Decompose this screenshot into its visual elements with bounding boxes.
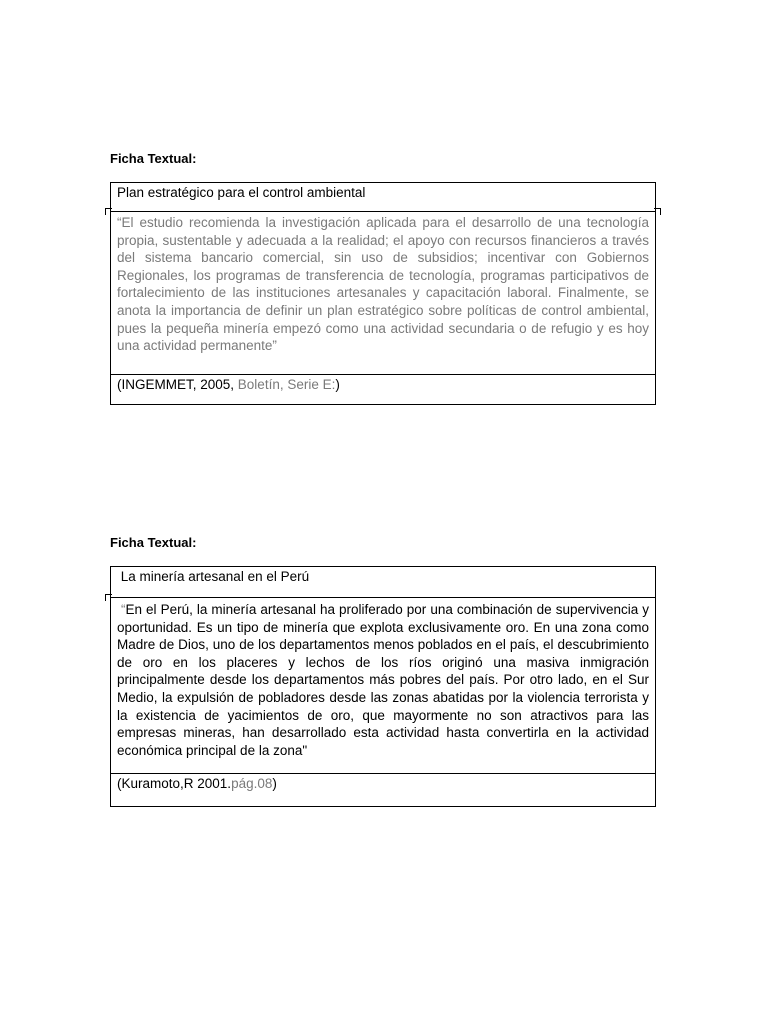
card-1-heading: Ficha Textual: bbox=[110, 151, 197, 166]
text-card-2 bbox=[110, 566, 656, 807]
card-1-title: Plan estratégico para el control ambiental bbox=[111, 183, 655, 212]
card-1-source-gray: Boletín, Serie E: bbox=[237, 377, 336, 392]
card-2-quote-cell bbox=[111, 598, 655, 774]
card-2-heading: Ficha Textual: bbox=[110, 535, 197, 550]
card-2-title: La minería artesanal en el Perú bbox=[111, 567, 655, 598]
card-2-source bbox=[111, 774, 655, 792]
card-1-quote-cell bbox=[111, 212, 655, 375]
card-1-source-prefix: (INGEMMET, 2005, bbox=[117, 377, 238, 392]
table-corner-mark bbox=[654, 208, 661, 215]
card-2-quote-open: “ bbox=[117, 602, 126, 617]
card-2-source-gray: pág.08 bbox=[231, 776, 273, 791]
table-corner-mark bbox=[105, 594, 112, 601]
card-2-source-prefix: (Kuramoto,R 2001. bbox=[117, 776, 232, 791]
card-1-source-suffix: ) bbox=[335, 377, 340, 392]
card-2-quote: En el Perú, la minería artesanal ha proliferado por una combinación de supervivencia y oportunidad. Es un tipo de minería que explota exclusivamente oro. En una zona como Madre de Dios, uno de los departamentos menos poblados en el país, el descubrimiento de oro en los placeres y lechos de los ríos originó una masiva inmigración principalmente desde los departamentos más pobres del país. Por otro lado, en el Sur Medio, la expulsión de pobladores desde las zonas abatidas por la violencia terrorista y la existencia de yacimientos de oro, que mayormente no son atractivos para las empresas mineras, han desarrollado esta actividad hasta convertirla en la actividad económica principal de la zona" bbox=[117, 602, 650, 758]
card-1-source bbox=[111, 375, 655, 393]
card-1-quote: “El estudio recomienda la investigación aplicada para el desarrollo de una tecnología propia, sustentable y adecuada a la realidad; el apoyo con recursos financieros a través del sistema bancario comercial, sin uso de subsidios; incentivar con Gobiernos Regionales, los programas de transferencia de tecnología, programas participativos de fortalecimiento de las instituciones artesanales y capacitación laboral. Finalmente, se anota la importancia de definir un plan estratégico sobre políticas de control ambiental, pues la pequeña minería empezó como una actividad secundaria o de refugio y es hoy una actividad permanente” bbox=[117, 215, 649, 354]
card-2-source-suffix: ) bbox=[272, 776, 277, 791]
table-corner-mark bbox=[105, 208, 112, 215]
text-card-1 bbox=[110, 182, 656, 405]
